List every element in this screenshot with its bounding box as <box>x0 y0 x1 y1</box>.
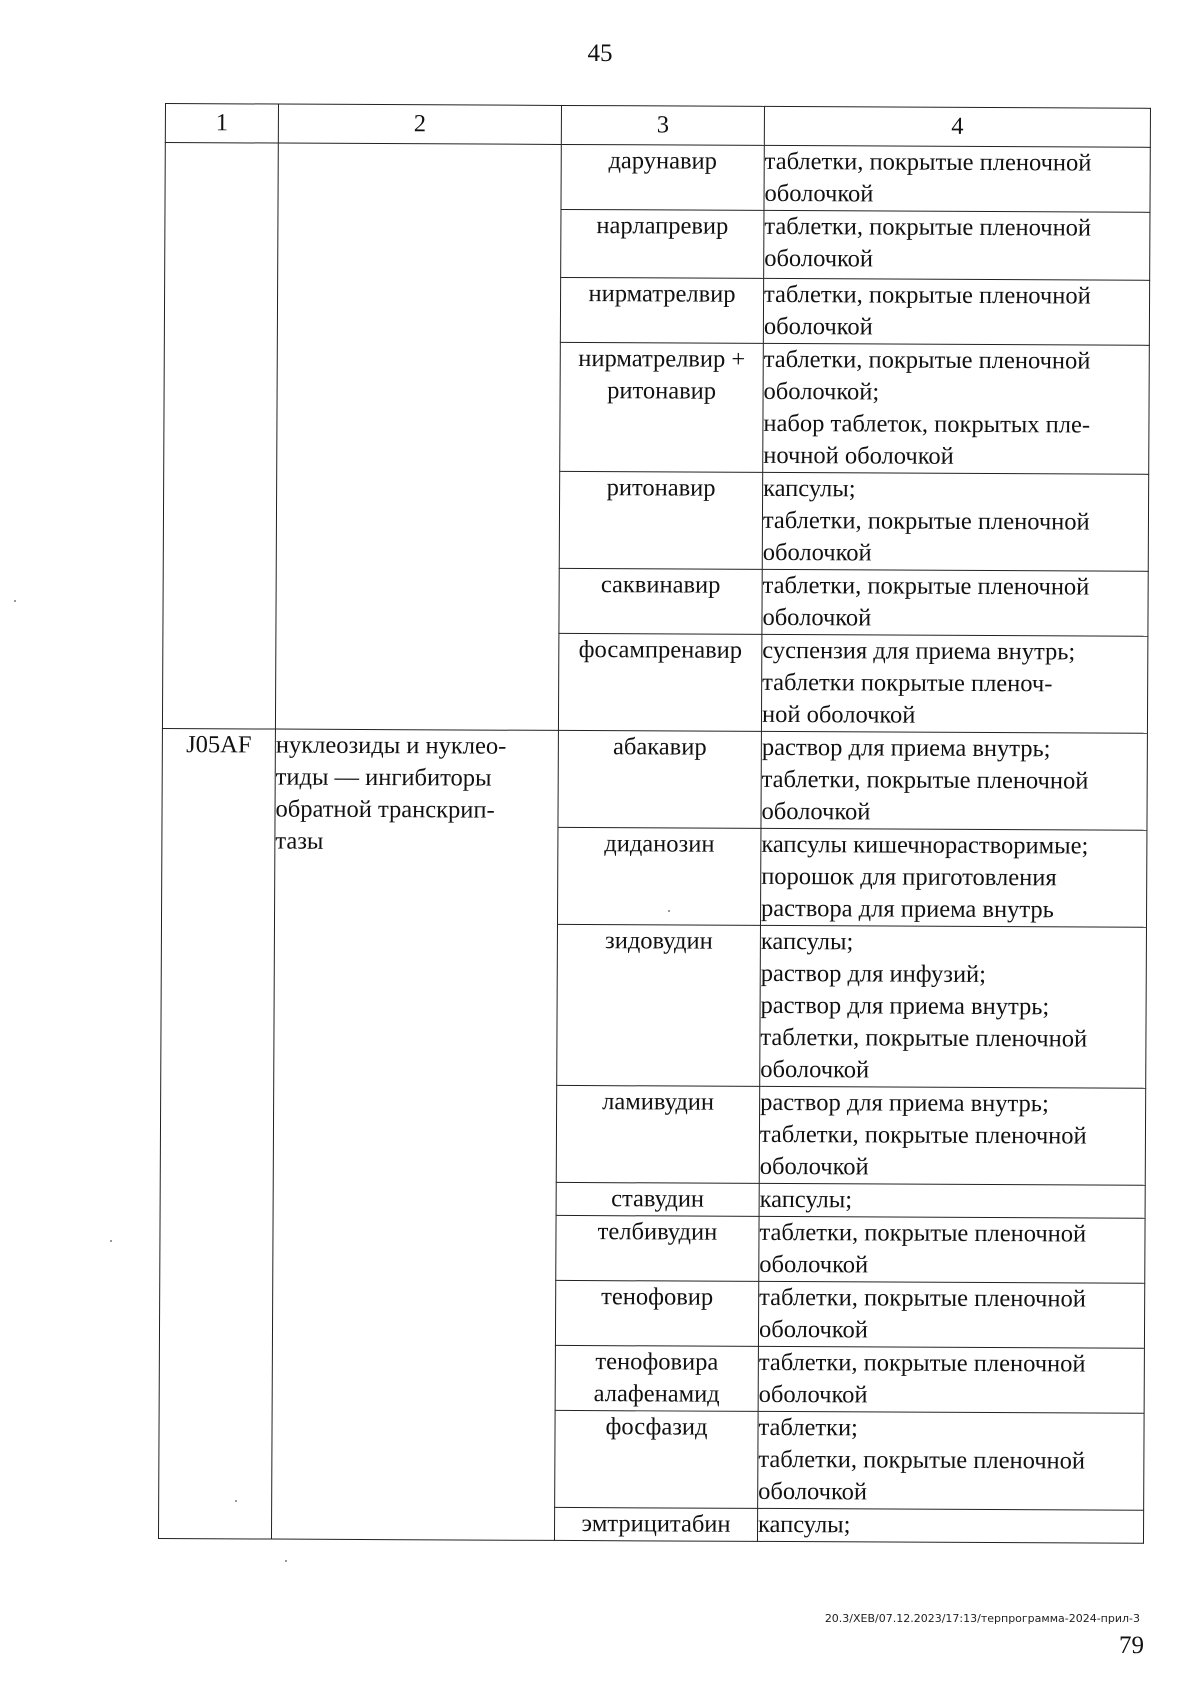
dosage-form-cell <box>761 634 1147 733</box>
drug-name-cell <box>558 730 761 828</box>
drug-name-line: тенофовира <box>595 1348 719 1376</box>
drug-name-line: ритонавир <box>607 377 717 405</box>
dosage-form-line: таблетки покрытые пленоч- <box>762 668 1053 698</box>
drug-name-cell <box>560 342 764 472</box>
dosage-form-line: капсулы; <box>759 1185 853 1214</box>
dosage-form-line: оболочкой <box>758 1477 868 1506</box>
drug-name-cell <box>555 1280 758 1346</box>
dosage-form-line: капсулы кишечнорастворимые; <box>761 830 1089 860</box>
dosage-form-line: таблетки, покрытые пленочной <box>762 571 1090 601</box>
drug-name-cell <box>556 1182 759 1216</box>
dosage-form-line: таблетки, покрытые пленочной <box>764 147 1092 177</box>
drug-name-line: алафенамид <box>593 1380 720 1408</box>
scan-speck <box>668 910 670 912</box>
dosage-form-line: раствор для приема внутрь; <box>760 1088 1049 1118</box>
table-row <box>165 143 1150 213</box>
dosage-form-line: капсулы; <box>760 927 854 956</box>
dosage-form-line: таблетки, покрытые пленочной <box>764 280 1091 310</box>
dosage-form-cell <box>759 1183 1145 1218</box>
dosage-form-line: капсулы; <box>763 474 856 503</box>
drug-name-line: эмтрицитабин <box>581 1510 731 1538</box>
drug-group-cell <box>271 729 558 1540</box>
drug-group-name-line: обратной транскрип- <box>275 795 495 824</box>
drug-name-line: фосфазид <box>605 1413 708 1441</box>
document-reference: 20.3/ХЕВ/07.12.2023/17:13/терпрограмма-2024-прил-3 <box>824 1612 1140 1625</box>
scan-speck <box>110 1240 112 1242</box>
dosage-form-line: оболочкой <box>760 1055 870 1084</box>
dosage-form-cell <box>758 1346 1144 1413</box>
dosage-form-line: таблетки, покрытые пленочной <box>759 1218 1087 1248</box>
dosage-form-cell <box>757 1508 1143 1543</box>
dosage-form-cell <box>762 472 1148 571</box>
dosage-form-cell <box>760 925 1147 1088</box>
drug-name-cell <box>560 277 763 343</box>
dosage-form-line: оболочкой <box>764 244 874 273</box>
dosage-form-line: оболочкой <box>759 1152 869 1181</box>
dosage-form-line: оболочкой; <box>763 377 880 406</box>
dosage-form-cell <box>758 1281 1144 1348</box>
column-header-1: 1 <box>165 104 278 144</box>
dosage-form-line: набор таблеток, покрытых пле- <box>763 409 1091 439</box>
drug-name-cell <box>555 1410 758 1508</box>
table-body <box>158 143 1150 1544</box>
drug-name-cell <box>561 144 764 210</box>
drug-name-line: абакавир <box>613 733 707 761</box>
drug-name-line: нирматрелвир + <box>578 345 746 373</box>
drug-name-line: дарунавир <box>608 147 718 175</box>
drug-name-line: нарлапревир <box>596 212 729 240</box>
dosage-form-cell <box>759 1086 1145 1185</box>
drug-name-line: ставудин <box>611 1185 705 1213</box>
dosage-form-cell <box>758 1411 1144 1510</box>
column-header-2: 2 <box>278 104 561 144</box>
drug-name-line: телбивудин <box>597 1218 718 1246</box>
drug-name-line: саквинавир <box>600 571 721 599</box>
drug-group-cell <box>275 143 561 730</box>
drug-group-name-line: тазы <box>275 827 324 855</box>
scan-speck <box>235 1500 237 1502</box>
drug-list-table-sheet <box>158 103 1150 1544</box>
dosage-form-cell <box>761 731 1147 830</box>
dosage-form-line: оболочкой <box>762 538 872 567</box>
drug-name-cell <box>561 209 764 278</box>
dosage-form-line: раствор для инфузий; <box>760 959 987 989</box>
dosage-form-line: оболочкой <box>758 1315 868 1344</box>
dosage-form-line: раствора для приема внутрь <box>761 894 1054 924</box>
dosage-form-line: раствор для приема внутрь; <box>761 733 1051 763</box>
drug-list-table <box>158 103 1151 1544</box>
dosage-form-line: таблетки, покрытые пленочной <box>763 345 1091 375</box>
dosage-form-cell <box>762 569 1148 636</box>
dosage-form-line: таблетки, покрытые пленочной <box>758 1445 1086 1475</box>
drug-name-cell <box>555 1345 758 1411</box>
header-row <box>165 104 1150 148</box>
dosage-form-line: таблетки, покрытые пленочной <box>762 506 1090 536</box>
dosage-form-line: таблетки, покрытые пленочной <box>759 1120 1087 1150</box>
drug-name-line: зидовудин <box>605 927 713 955</box>
dosage-form-line: капсулы; <box>757 1510 851 1539</box>
dosage-form-line: оболочкой <box>763 312 873 341</box>
drug-name-line: нирматрелвир <box>588 280 736 308</box>
dosage-form-line: оболочкой <box>762 603 872 632</box>
dosage-form-line: таблетки, покрытые пленочной <box>759 1283 1086 1313</box>
dosage-form-line: таблетки, покрытые пленочной <box>764 212 1092 242</box>
dosage-form-cell <box>759 1216 1145 1283</box>
drug-name-line: тенофовир <box>601 1283 714 1311</box>
atc-code-cell: J05AF <box>158 728 275 1539</box>
column-header-4: 4 <box>764 106 1150 147</box>
scan-speck <box>14 600 16 602</box>
dosage-form-line: ночной оболочкой <box>763 441 954 470</box>
drug-name-cell <box>558 633 761 731</box>
drug-name-cell <box>556 1085 759 1183</box>
dosage-form-line: таблетки, покрытые пленочной <box>761 765 1089 795</box>
dosage-form-cell <box>763 343 1150 474</box>
column-header-3: 3 <box>561 105 764 145</box>
dosage-form-cell <box>763 278 1149 345</box>
dosage-form-cell <box>764 210 1150 280</box>
drug-name-line: ламивудин <box>602 1088 715 1116</box>
atc-code-cell <box>162 143 278 730</box>
drug-group-name-line: нуклеозиды и нуклео- <box>275 731 507 760</box>
drug-name-cell <box>554 1507 757 1541</box>
dosage-form-line: таблетки, покрытые пленочной <box>758 1348 1086 1378</box>
scan-speck <box>285 1560 287 1562</box>
dosage-form-line: оболочкой <box>759 1250 869 1279</box>
sheet-number: 79 <box>1119 1632 1144 1659</box>
dosage-form-line: суспензия для приема внутрь; <box>762 636 1076 666</box>
dosage-form-line: таблетки; <box>758 1413 858 1442</box>
drug-name-line: фосампренавир <box>578 636 743 664</box>
drug-group-name-line: тиды — ингибиторы <box>275 763 492 792</box>
dosage-form-line: оболочкой <box>761 797 871 826</box>
dosage-form-line: оболочкой <box>764 179 874 208</box>
dosage-form-line: оболочкой <box>758 1380 868 1409</box>
page-number: 45 <box>587 40 613 67</box>
dosage-form-cell <box>760 828 1146 927</box>
dosage-form-cell <box>764 145 1150 212</box>
drug-name-line: ритонавир <box>606 474 716 502</box>
table-row <box>162 728 1147 830</box>
dosage-form-line: порошок для приготовления <box>761 862 1057 892</box>
drug-name-cell <box>556 1215 759 1281</box>
dosage-form-line: ной оболочкой <box>761 700 916 729</box>
drug-name-cell <box>557 827 760 925</box>
dosage-form-line: таблетки, покрытые пленочной <box>760 1023 1088 1053</box>
dosage-form-line: раствор для приема внутрь; <box>760 991 1050 1021</box>
drug-name-cell <box>557 924 761 1086</box>
drug-name-cell <box>559 568 762 634</box>
drug-name-cell <box>559 471 762 569</box>
drug-name-line: диданозин <box>604 830 715 858</box>
